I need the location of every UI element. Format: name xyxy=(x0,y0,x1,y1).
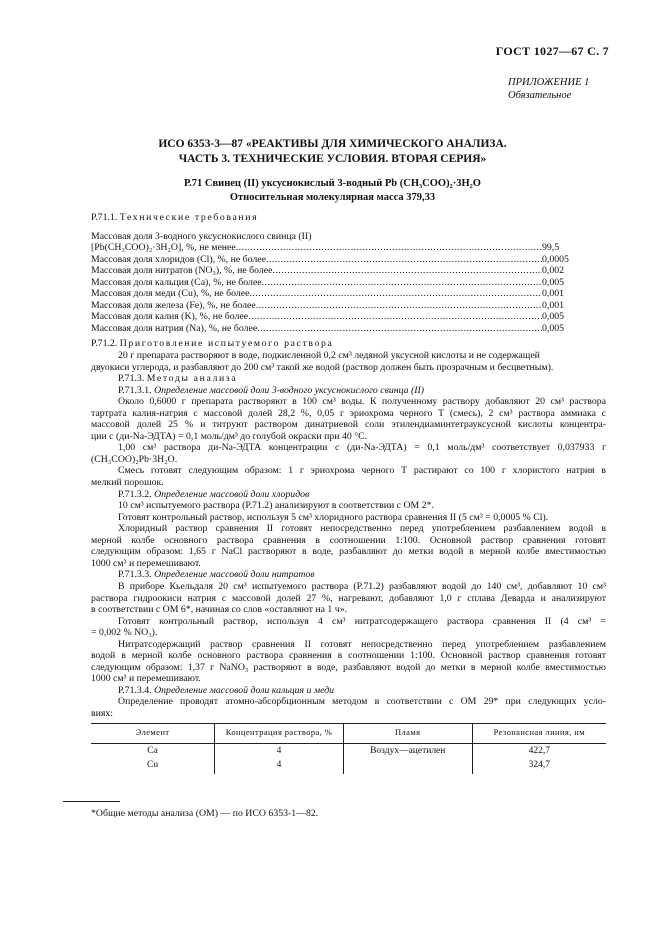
paragraph-line: Готовят контрольный раствор, используя 4 см³ нитратсодержащего раствора сравнения II (4 см³ = xyxy=(118,615,606,627)
molecular-mass: Относительная молекулярная масса 379,33 xyxy=(229,192,436,203)
section-title: Приготовление испытуемого раствора xyxy=(119,338,334,350)
paragraph-line: массовой долей 25 % и титруют раствором динатриевой соли этилендиаминтетрауксусной кислоты концентра- xyxy=(91,419,606,431)
leader-dots xyxy=(273,265,543,277)
section-title: Технические требования xyxy=(119,212,259,223)
subsection-number: Р.71.3.1. xyxy=(118,384,152,396)
leader-dots xyxy=(249,288,542,300)
paragraph xyxy=(91,396,606,442)
requirement-label: Массовая доля железа (Fe), %, не более xyxy=(91,299,256,311)
subsection-heading xyxy=(91,385,606,397)
requirement-row xyxy=(91,265,606,277)
table-header: Резонансная линия, нм xyxy=(472,723,606,743)
title-line-2: ЧАСТЬ 3. ТЕХНИЧЕСКИЕ УСЛОВИЯ. ВТОРАЯ СЕРИЯ» xyxy=(178,152,487,165)
subsection-title: Определение массовой доли хлоридов xyxy=(154,488,310,500)
requirement-row xyxy=(91,288,606,300)
paragraph-line: 1000 см³ и перемешивают. xyxy=(91,557,201,569)
leader-dots xyxy=(266,254,542,266)
requirement-row xyxy=(91,311,606,323)
paragraph-line: Около 0,6000 г препарата растворяют в 100 см³ воды. К полученному раствору добавляют 20 см³ раствора xyxy=(118,396,606,408)
requirement-value: 0,005 xyxy=(542,276,565,288)
paragraph-line: 1,00 см³ раствора ди-Na-ЭДТА концентрации с (ди-Na-ЭДТА) = 0,1 моль/дм³ соответствует 0,037933 г xyxy=(118,442,606,454)
paragraph-line: В приборе Кьельдаля 20 см³ испытуемого раствора (Р.71.2) разбавляют водой до 140 см³, добавляют 10 см³ xyxy=(118,580,606,592)
section-heading-requirements xyxy=(91,212,606,224)
subsection-title: Определение массовой доли нитратов xyxy=(154,569,315,581)
table-cell xyxy=(343,758,472,774)
paragraph-line: 1000 см³ и перемешивают. xyxy=(91,673,201,685)
subsection-title: Определение массовой доли 3-водного уксуснокислого свинца (II) xyxy=(154,384,425,396)
paragraph-line: (CH₃COO)₂Pb·3H₂O. xyxy=(91,453,178,465)
section-heading-methods xyxy=(91,373,606,385)
paragraph xyxy=(91,581,606,616)
paragraph-line: Готовят контрольный раствор, используя 5 см³ хлоридного раствора сравнения II (5 см³ = 0,0005 % Cl). xyxy=(118,511,549,523)
requirement-label: [Pb(CH₃COO)₂·3H₂O], %, не менее xyxy=(91,242,236,254)
leader-dots xyxy=(262,277,542,289)
footnote: *Общие методы анализа (ОМ) — по ИСО 6353-1—82. xyxy=(91,808,319,819)
leader-dots xyxy=(257,323,542,335)
subsection-heading xyxy=(91,569,606,581)
requirement-label: Массовая доля калия (K), %, не более xyxy=(91,311,249,323)
requirement-row xyxy=(91,277,606,289)
subsection-heading xyxy=(91,685,606,697)
paragraph-line: следующим образом: 1,37 г NaNO₃ растворяют в воде, разбавляют водой до метки в мерной колбе вместимостью xyxy=(91,661,606,673)
paragraph-line: 10 см³ испытуемого раствора (Р.71.2) анализируют в соответствии с ОМ 2*. xyxy=(118,500,434,512)
paragraph xyxy=(91,523,606,569)
requirement-row xyxy=(91,300,606,312)
requirement-row xyxy=(91,323,606,335)
paragraph-line: 20 г препарата растворяют в воде, подкисленной 0,2 см³ ледяной уксусной кислоты и не содержащей xyxy=(118,350,540,362)
section-number: Р.71.1. xyxy=(91,212,118,223)
table-header: Пламя xyxy=(343,723,472,743)
table-cell: 4 xyxy=(215,758,344,774)
paragraph xyxy=(91,696,606,719)
paragraph-line: раствора гидроокиси натрия с массовой долей 27 %, нагревают, добавляют 1,0 г сплава Деварда и анализируют xyxy=(91,592,606,604)
paragraph-line: мерной колбе основного раствора сравнения в соотношении 1:100. Основной раствор сравнения готовят xyxy=(91,534,606,546)
requirement-value: 0,0005 xyxy=(542,253,569,265)
paragraph xyxy=(91,616,606,639)
table-cell: Ca xyxy=(147,745,158,756)
document-title xyxy=(60,137,605,166)
paragraph xyxy=(91,639,606,685)
section-number: Р.71.2. xyxy=(91,338,118,350)
table-row xyxy=(91,743,606,758)
table-row xyxy=(91,758,606,774)
requirements-list xyxy=(91,242,606,334)
aas-conditions-table xyxy=(91,723,606,774)
requirement-label: Массовая доля кальция (Ca), %, не более xyxy=(91,276,262,288)
paragraph-line: Определение проводят атомно-абсорбционным методом в соответствии с ОМ 29* при следующих усло- xyxy=(118,696,606,708)
table-header: Элемент xyxy=(91,723,215,743)
paragraph-line: Нитратсодержащий раствор сравнения II готовят непосредственно перед употреблением разбавлением xyxy=(118,638,606,650)
requirement-value: 0,005 xyxy=(542,311,565,323)
appendix-block xyxy=(508,76,589,102)
table-cell: Cu xyxy=(147,760,159,771)
table-cell: 4 xyxy=(215,743,344,758)
subsection-heading xyxy=(91,489,606,501)
requirement-label: Массовая доля натрия (Na), %, не более xyxy=(91,322,258,334)
paragraph xyxy=(91,465,606,488)
document-body xyxy=(91,212,606,774)
table-header: Концентрация раствора, % xyxy=(215,723,344,743)
paragraph-line: водой в мерной колбе основного раствора сравнения в соотношении 1:100. Основной раствор сравнения готовят xyxy=(91,650,606,662)
requirement-label: Массовая доля нитратов (NO₃), %, не более xyxy=(91,265,273,277)
appendix-status: Обязательное xyxy=(508,90,572,101)
subsection-number: Р.71.3.3. xyxy=(118,569,152,581)
requirement-row xyxy=(91,242,606,254)
requirement-value: 0,001 xyxy=(542,299,565,311)
requirement-value: 0,002 xyxy=(542,265,565,277)
footnote-divider xyxy=(63,801,120,802)
requirement-label: Массовая доля хлоридов (Cl), %, не более xyxy=(91,253,266,265)
appendix-label: ПРИЛОЖЕНИЕ 1 xyxy=(508,77,590,88)
paragraph xyxy=(91,442,606,465)
requirement-row xyxy=(91,254,606,266)
requirement-value: 99,5 xyxy=(542,242,560,254)
paragraph-line: мелкий порошок. xyxy=(91,477,164,489)
table-cell: 422,7 xyxy=(472,743,606,758)
requirement-value: 0,005 xyxy=(542,322,565,334)
paragraph-line: Хлоридный раствор сравнения II готовят непосредственно перед употреблением разбавлением водой в xyxy=(118,523,606,535)
table-cell: Воздух—ацетилен xyxy=(343,743,472,758)
section-title: Методы анализа xyxy=(146,373,238,385)
requirement-value: 0,001 xyxy=(542,288,565,300)
leader-dots xyxy=(248,311,542,323)
requirements-intro: Массовая доля 3-водного уксуснокислого свинца (II) xyxy=(91,230,312,242)
leader-dots xyxy=(236,242,542,254)
paragraph-line: тартрата калия-натрия с массовой долей 28,2 %, 0,05 г эриохрома черного Т (смесь), 2 см³ раствора аммиака с xyxy=(91,407,606,419)
substance-name: Р.71 Свинец (II) уксуснокислый 3-водный Pb (CH₃COO)₂·3H₂O xyxy=(184,178,481,189)
paragraph-line: виях: xyxy=(91,707,113,719)
paragraph-line: Смесь готовят следующим образом: 1 г эриохрома черного Т растирают со 100 г хлористого натрия в xyxy=(118,465,606,477)
requirement-label: Массовая доля меди (Cu), %, не более xyxy=(91,288,250,300)
paragraph-line: в соответствии с ОМ 6*, начиная со слов «оставляют на 1 ч». xyxy=(91,604,348,616)
section-heading-preparation xyxy=(91,338,606,350)
subsection-title: Определение массовой доли кальция и меди xyxy=(154,684,335,696)
paragraph-line: двуокиси углерода, и разбавляют до 200 см³ такой же водой (раствор должен быть прозрачным и бесцветным). xyxy=(91,361,554,373)
subsection-number: Р.71.3.4. xyxy=(118,684,152,696)
paragraph-line: ции с (ди-Na-ЭДТА) = 0,1 моль/дм³ до голубой окраски при 40 °С. xyxy=(91,430,368,442)
paragraph-line: следующим образом: 1,65 г NaCl растворяют в воде, разбавляют до метки водой в мерной колбе вместимостью xyxy=(91,546,606,558)
table-cell: 324,7 xyxy=(472,758,606,774)
paragraph-line: = 0,002 % NO₃). xyxy=(91,627,158,639)
subsection-number: Р.71.3.2. xyxy=(118,488,152,500)
section-number: Р.71.3. xyxy=(118,373,145,385)
substance-heading xyxy=(60,177,605,205)
page-header: ГОСТ 1027—67 С. 7 xyxy=(495,44,609,58)
leader-dots xyxy=(256,300,542,312)
title-line-1: ИСО 6353-3—87 «РЕАКТИВЫ ДЛЯ ХИМИЧЕСКОГО АНАЛИЗА. xyxy=(158,138,507,150)
